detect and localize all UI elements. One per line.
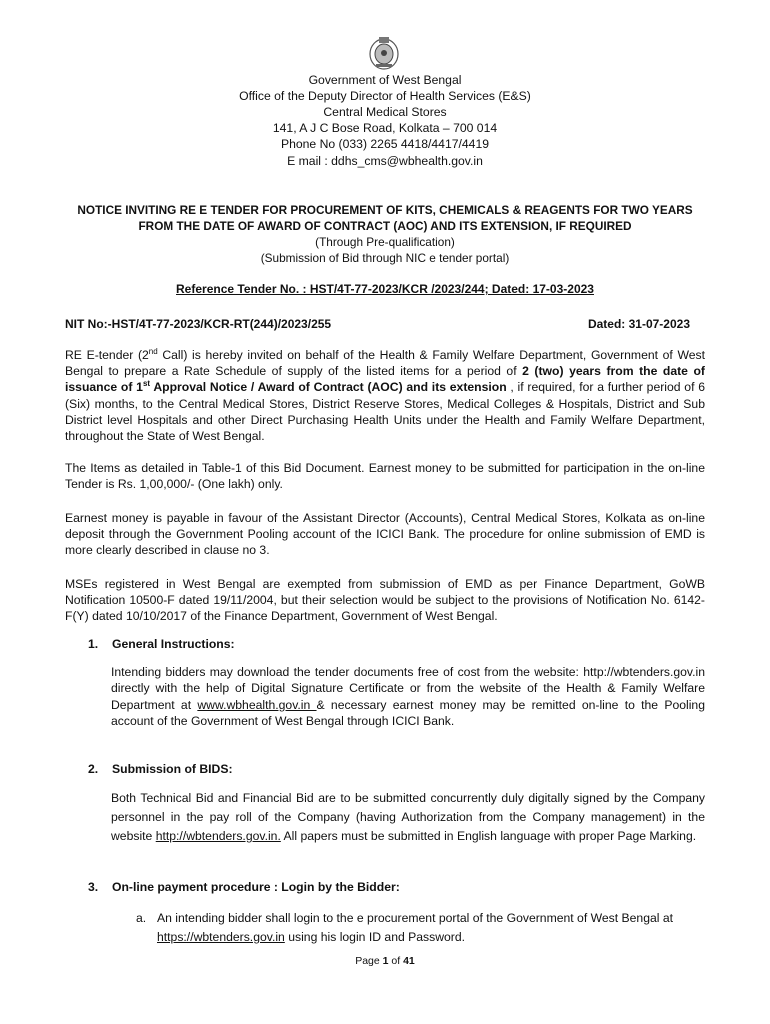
wbtenders-link[interactable]: http://wbtenders.gov.in. — [155, 829, 281, 843]
section-general-instructions-text: Intending bidders may download the tender documents free of cost from the website: http://wbtenders.gov.in directly with the help of Digital Signature Certificate or from the website of the Health & Family Welfare Department at www.wbhealth.gov.in & necessary earnest money may be remitted on-line to the Pooling account of the Government of West Bengal through ICICI Bank. — [111, 665, 705, 729]
section-submission-text: Both Technical Bid and Financial Bid are to be submitted concurrently duly digitally signed by the Company personnel in the pay roll of the Company (having Authorization from the Company management) in the website http://wbtenders.gov.in. All papers must be submitted in English language with proper Page Marking. — [111, 791, 705, 843]
header-line-office: Office of the Deputy Director of Health Services (E&S) — [239, 89, 531, 103]
notice-subtitle-prequal: (Through Pre-qualification) — [315, 235, 455, 249]
wbhealth-link[interactable]: www.wbhealth.gov.in — [197, 697, 317, 712]
header-line-stores: Central Medical Stores — [323, 105, 447, 119]
reference-tender-number: Reference Tender No. : HST/4T-77-2023/KCR /2023/244; Dated: 17-03-2023 — [176, 282, 594, 296]
wbtenders-https-link[interactable]: https://wbtenders.gov.in — [157, 929, 285, 944]
nit-date: Dated: 31-07-2023 — [587, 317, 690, 331]
section-online-payment-heading: 3. On-line payment procedure : Login by the Bidder: — [88, 880, 400, 894]
section-general-instructions-heading: 1. General Instructions: — [88, 637, 235, 651]
header-line-address: 141, A J C Bose Road, Kolkata – 700 014 — [272, 121, 498, 135]
intro-paragraph: RE E-tender (2nd Call) is hereby invited on behalf of the Health & Family Welfare Department, Government of West Bengal to prepare a Rate Schedule of supply of the listed items for a period of 2 (two) years from the date of issuance of 1st Approval Notice / Award of Contract (AOC) and its extension , if required, for a further period of 6 (Six) months, to the Central Medical Stores, District Reserve Stores, Medical Colleges & Hospitals, District and Sub District level Hospitals and other Direct Purchasing Health Units under the Health and Family Welfare Department, throughout the State of West Bengal. — [65, 346, 705, 444]
emd-payment-paragraph: Earnest money is payable in favour of the Assistant Director (Accounts), Central Medical Stores, Kolkata as on-line deposit through the Government Pooling account of the ICICI Bank. The procedure for online submission of EMD is more clearly described in clause no 3. — [65, 511, 705, 558]
nit-number: NIT No:-HST/4T-77-2023/KCR-RT(244)/2023/255 — [65, 317, 332, 331]
mse-exemption-paragraph: MSEs registered in West Bengal are exempted from submission of EMD as per Finance Department, GoWB Notification 10500-F dated 19/11/2004, but their selection would be subject to the provisions of Notification No. 6142-F(Y) dated 10/10/2017 of the Finance Department, Government of West Bengal. — [65, 577, 705, 624]
nit-row — [65, 317, 690, 331]
header-line-phone: Phone No (033) 2265 4418/4417/4419 — [280, 137, 490, 151]
header-line-government: Government of West Bengal — [308, 73, 462, 87]
section-online-payment-item-a: a. An intending bidder shall login to the e procurement portal of the Government of West Bengal at https://wbtenders.gov.in using his login ID and Password. — [136, 911, 674, 944]
page-total: 41 — [403, 955, 415, 967]
items-emd-paragraph: The Items as detailed in Table-1 of this Bid Document. Earnest money to be submitted for participation in the on-line Tender is Rs. 1,00,000/- (One lakh) only. — [65, 461, 705, 492]
section-submission-heading: 2. Submission of BIDS: — [88, 762, 233, 776]
state-emblem-icon — [366, 34, 402, 72]
page-number: 1 — [382, 955, 389, 967]
notice-title-line2: FROM THE DATE OF AWARD OF CONTRACT (AOC) AND ITS EXTENSION, IF REQUIRED — [138, 219, 632, 233]
header-line-email: E mail : ddhs_cms@wbhealth.gov.in — [287, 154, 483, 168]
page-footer: Page 1 of 41 — [355, 955, 415, 967]
notice-subtitle-submission: (Submission of Bid through NIC e tender portal) — [260, 251, 510, 265]
notice-title-line1: NOTICE INVITING RE E TENDER FOR PROCUREMENT OF KITS, CHEMICALS & REAGENTS FOR TWO YEARS — [77, 203, 693, 217]
